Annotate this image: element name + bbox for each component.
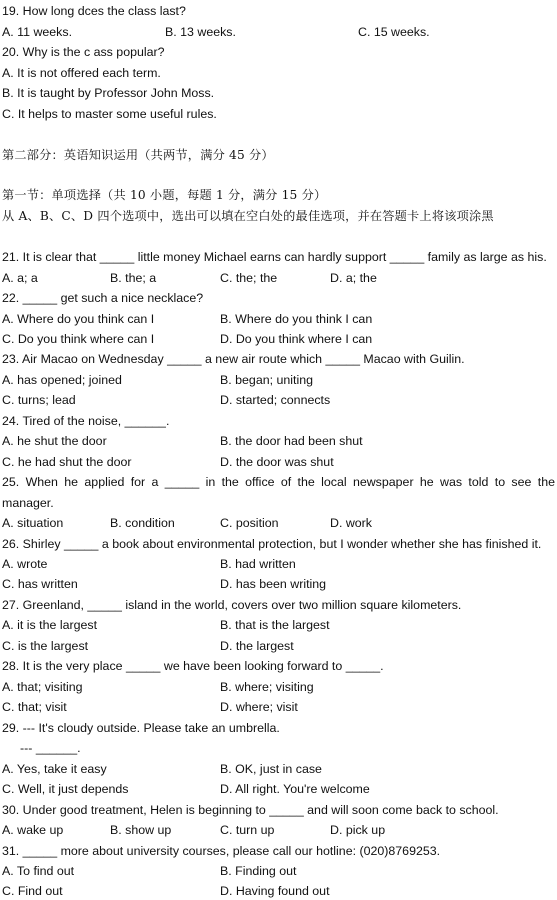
q20-option-c: C. It helps to master some useful rules. — [2, 107, 217, 121]
q24-option-b: B. the door had been shut — [220, 434, 363, 448]
q29-option-a: A. Yes, take it easy — [2, 762, 107, 776]
q22-stem: 22. _____ get such a nice necklace? — [2, 291, 204, 305]
q26-option-a: A. wrote — [2, 557, 48, 571]
q27-option-c: C. is the largest — [2, 639, 89, 653]
q24-option-a: A. he shut the door — [2, 434, 107, 448]
q23-option-d: D. started; connects — [220, 393, 331, 407]
q19-option-c: C. 15 weeks. — [358, 25, 430, 39]
q31-stem: 31. _____ more about university courses, please call our hotline: (020)8769253. — [2, 844, 441, 858]
section2-instruction: 从 A、B、C、D 四个选项中，选出可以填在空白处的最佳选项，并在答题卡上将该项涂黑 — [2, 209, 494, 223]
q21-option-b: B. the; a — [110, 271, 157, 285]
q29-option-c: C. Well, it just depends — [2, 782, 129, 796]
q22-option-d: D. Do you think where I can — [220, 332, 373, 346]
q24-option-c: C. he had shut the door — [2, 455, 132, 469]
q26-option-b: B. had written — [220, 557, 296, 571]
q28-option-d: D. where; visit — [220, 700, 298, 714]
q29-option-b: B. OK, just in case — [220, 762, 322, 776]
q30-option-a: A. wake up — [2, 823, 64, 837]
q29-response-line: --- ______. — [20, 741, 81, 755]
q22-option-a: A. Where do you think can I — [2, 312, 155, 326]
q23-stem: 23. Air Macao on Wednesday _____ a new air route which _____ Macao with Guilin. — [2, 352, 465, 366]
q31-option-b: B. Finding out — [220, 864, 297, 878]
q21-option-d: D. a; the — [330, 271, 377, 285]
q29-option-d: D. All right. You're welcome — [220, 782, 370, 796]
q30-option-c: C. turn up — [220, 823, 275, 837]
q31-option-c: C. Find out — [2, 884, 63, 898]
q24-stem: 24. Tired of the noise, ______. — [2, 414, 170, 428]
section2-part1-title: 第一节：单项选择（共 10 小题，每题 1 分，满分 15 分） — [2, 188, 327, 202]
q19-stem: 19. How long dces the class last? — [2, 4, 186, 18]
q30-option-b: B. show up — [110, 823, 172, 837]
q23-option-a: A. has opened; joined — [2, 373, 122, 387]
q21-option-c: C. the; the — [220, 271, 278, 285]
q27-option-b: B. that is the largest — [220, 618, 330, 632]
q19-option-a: A. 11 weeks. — [2, 25, 73, 39]
q28-stem: 28. It is the very place _____ we have been looking forward to _____. — [2, 659, 384, 673]
q25-stem-continued: manager. — [2, 496, 54, 510]
q28-option-b: B. where; visiting — [220, 680, 314, 694]
q20-option-b: B. It is taught by Professor John Moss. — [2, 86, 215, 100]
section2-title: 第二部分：英语知识运用（共两节，满分 45 分） — [2, 148, 274, 162]
q22-option-b: B. Where do you think I can — [220, 312, 373, 326]
q23-option-c: C. turns; lead — [2, 393, 76, 407]
q27-option-a: A. it is the largest — [2, 618, 98, 632]
q25-option-d: D. work — [330, 516, 372, 530]
q26-option-d: D. has been writing — [220, 577, 327, 591]
q21-stem: 21. It is clear that _____ little money Michael earns can hardly support _____ family as large as his. — [2, 250, 547, 264]
q22-option-c: C. Do you think where can I — [2, 332, 155, 346]
q31-option-d: D. Having found out — [220, 884, 330, 898]
q27-option-d: D. the largest — [220, 639, 294, 653]
q24-option-d: D. the door was shut — [220, 455, 334, 469]
q30-option-d: D. pick up — [330, 823, 386, 837]
q21-option-a: A. a; a — [2, 271, 38, 285]
q29-stem: 29. --- It's cloudy outside. Please take an umbrella. — [2, 721, 280, 735]
q20-stem: 20. Why is the c ass popular? — [2, 45, 165, 59]
q23-option-b: B. began; uniting — [220, 373, 314, 387]
q25-option-a: A. situation — [2, 516, 64, 530]
q31-option-a: A. To find out — [2, 864, 75, 878]
q28-option-c: C. that; visit — [2, 700, 67, 714]
q25-option-c: C. position — [220, 516, 279, 530]
q30-stem: 30. Under good treatment, Helen is beginning to _____ and will soon come back to school. — [2, 803, 499, 817]
q20-option-a: A. It is not offered each term. — [2, 66, 161, 80]
q27-stem: 27. Greenland, _____ island in the world, covers over two million square kilometers. — [2, 598, 462, 612]
q26-option-c: C. has written — [2, 577, 78, 591]
q19-option-b: B. 13 weeks. — [165, 25, 236, 39]
q25-stem: 25. When he applied for a _____ in the office of the local newspaper he was told to see the — [2, 475, 555, 489]
q28-option-a: A. that; visiting — [2, 680, 83, 694]
q25-option-b: B. condition — [110, 516, 175, 530]
q26-stem: 26. Shirley _____ a book about environmental protection, but I wonder whether she has finished it. — [2, 537, 542, 551]
